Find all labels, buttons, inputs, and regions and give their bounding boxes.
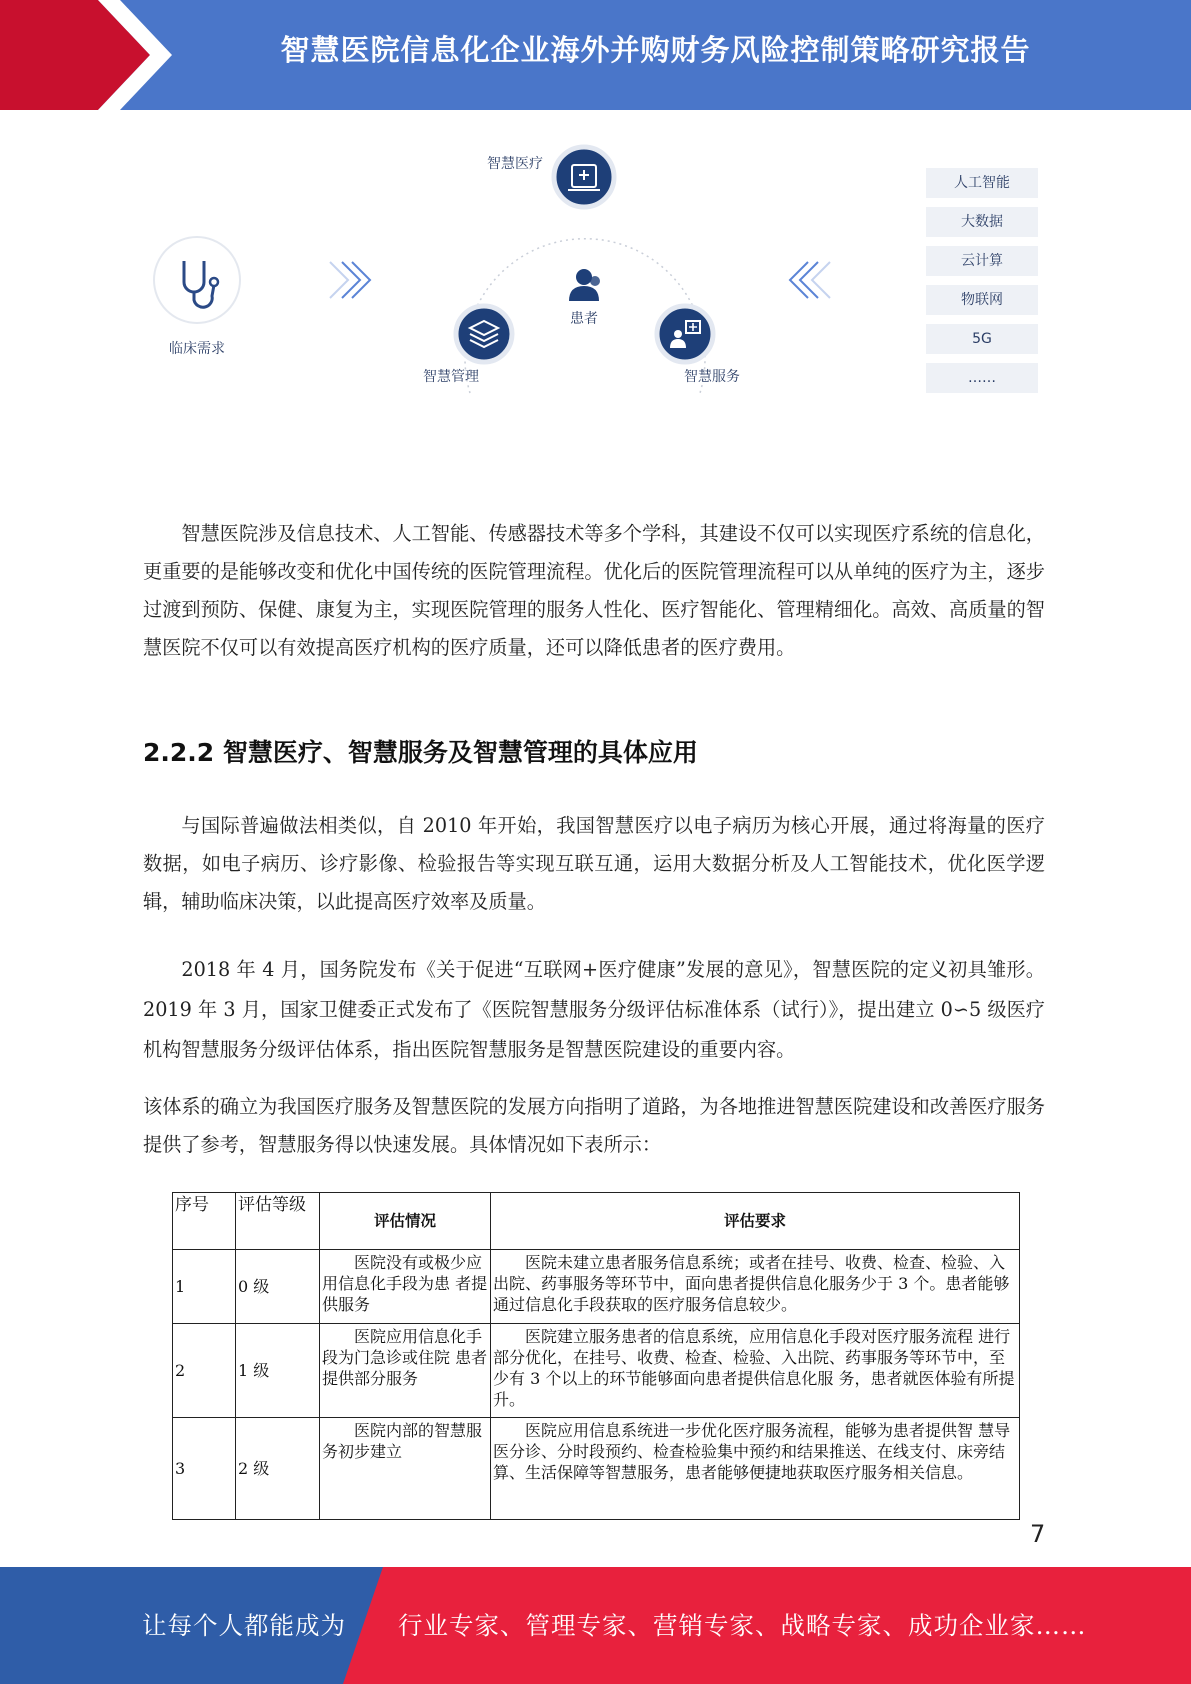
paragraph-system: 该体系的确立为我国医疗服务及智慧医院的发展方向指明了道路，为各地推进智慧医院建设和改善医疗服务提供了参考，智慧服务得以快速发展。具体情况如下表所示： [143,1095,1045,1156]
row-level: 0 级 [236,1250,320,1324]
paragraph-intro: 智慧医院涉及信息技术、人工智能、传感器技术等多个学科，其建设不仅可以实现医疗系统的信息化，更重要的是能够改变和优化中国传统的医院管理流程。优化后的医院管理流程可以从单纯的医疗为主，逐步过渡到预防、保健、康复为主，实现医院管理的服务人性化、医疗智能化、管理精细化。高效、高质量的智慧医院不仅可以有效提高医疗机构的医疗质量，还可以降低患者的医疗费用。 [143,522,1045,659]
header-situation: 评估情况 [320,1193,491,1250]
smart-hospital-diagram [0,120,1191,410]
page-number: 7 [1030,1520,1046,1548]
row-requirement: 医院未建立患者服务信息系统；或者在挂号、收费、检查、检验、入出院、药事服务等环节中，面向患者提供信息化服务少于 3 个。患者能够通过信息化手段获取的医疗服务信息较少。 [491,1250,1020,1324]
chevron-left-icon [790,262,830,298]
footer-slogan-right: 行业专家、管理专家、营销专家、战略专家、成功企业家…… [398,1611,1087,1640]
row-situation: 医院应用信息化手 段为门急诊或住院 患者提供部分服务 [320,1324,491,1418]
row-level: 2 级 [236,1418,320,1520]
evaluation-table [172,1192,1020,1520]
tech-item: 5G [926,324,1038,354]
paragraph-smart-medical: 与国际普遍做法相类似，自 2010 年开始，我国智慧医疗以电子病历为核心开展，通过将海量的医疗数据，如电子病历、诊疗影像、检验报告等实现互联互通，运用大数据分析及人工智能技术，优化医学逻辑，辅助临床决策，以此提高医疗效率及质量。 [143,814,1045,913]
row-situation: 医院内部的智慧服 务初步建立 [320,1418,491,1520]
tech-item: …… [926,363,1038,393]
header-level: 评估等级 [236,1193,320,1250]
tech-item: 云计算 [926,246,1038,276]
row-requirement: 医院建立服务患者的信息系统，应用信息化手段对医疗服务流程 进行部分优化，在挂号、收费、检查、检验、入出院、药事服务等环节中，至少有 3 个以上的环节能够面向患者提供信息化服 务，患者就医体验有所提升。 [491,1324,1020,1418]
table-row [173,1418,1020,1520]
smart-service-icon [657,306,713,362]
table-header-row [173,1193,1020,1250]
row-situation: 医院没有或极少应 用信息化手段为患 者提供服务 [320,1250,491,1324]
smart-medical-label: 智慧医疗 [487,156,543,172]
row-index: 2 [173,1324,236,1418]
tech-item: 物联网 [926,285,1038,315]
tech-item: 大数据 [926,207,1038,237]
row-requirement: 医院应用信息系统进一步优化医疗服务流程，能够为患者提供智 慧导医分诊、分时段预约、检查检验集中预约和结果推送、在线支付、床旁结算、生活保障等智慧服务，患者能够便捷地获取医疗服务相关信息。 [491,1418,1020,1520]
row-level: 1 级 [236,1324,320,1418]
table-row [173,1250,1020,1324]
stethoscope-icon [154,237,240,323]
smart-management-icon [456,306,512,362]
smart-medical-icon [554,147,614,207]
header-requirement: 评估要求 [491,1193,1020,1250]
paragraph-policy: 2018 年 4 月，国务院发布《关于促进“互联网+医疗健康”发展的意见》，智慧医院的定义初具雏形。2019 年 3 月，国家卫健委正式发布了《医院智慧服务分级评估标准体系（试行）》，提出建立 0∽5 级医疗机构智慧服务分级评估体系，指出医院智慧服务是智慧医院建设的重要内容。 [143,958,1045,1061]
clinical-need-label: 临床需求 [169,341,225,357]
report-title: 智慧医院信息化企业海外并购财务风险控制策略研究报告 [280,33,1031,67]
footer-slogan-left: 让每个人都能成为 [142,1611,346,1640]
header-index: 序号 [173,1193,236,1250]
row-index: 3 [173,1418,236,1520]
section-heading: 2.2.2 智慧医疗、智慧服务及智慧管理的具体应用 [143,738,698,767]
patient-label: 患者 [570,311,598,327]
row-index: 1 [173,1250,236,1324]
patient-icon [569,269,600,301]
chevron-right-icon [330,262,370,298]
smart-service-label: 智慧服务 [684,369,740,385]
smart-management-label: 智慧管理 [423,369,479,385]
table-row [173,1324,1020,1418]
tech-item: 人工智能 [926,168,1038,198]
